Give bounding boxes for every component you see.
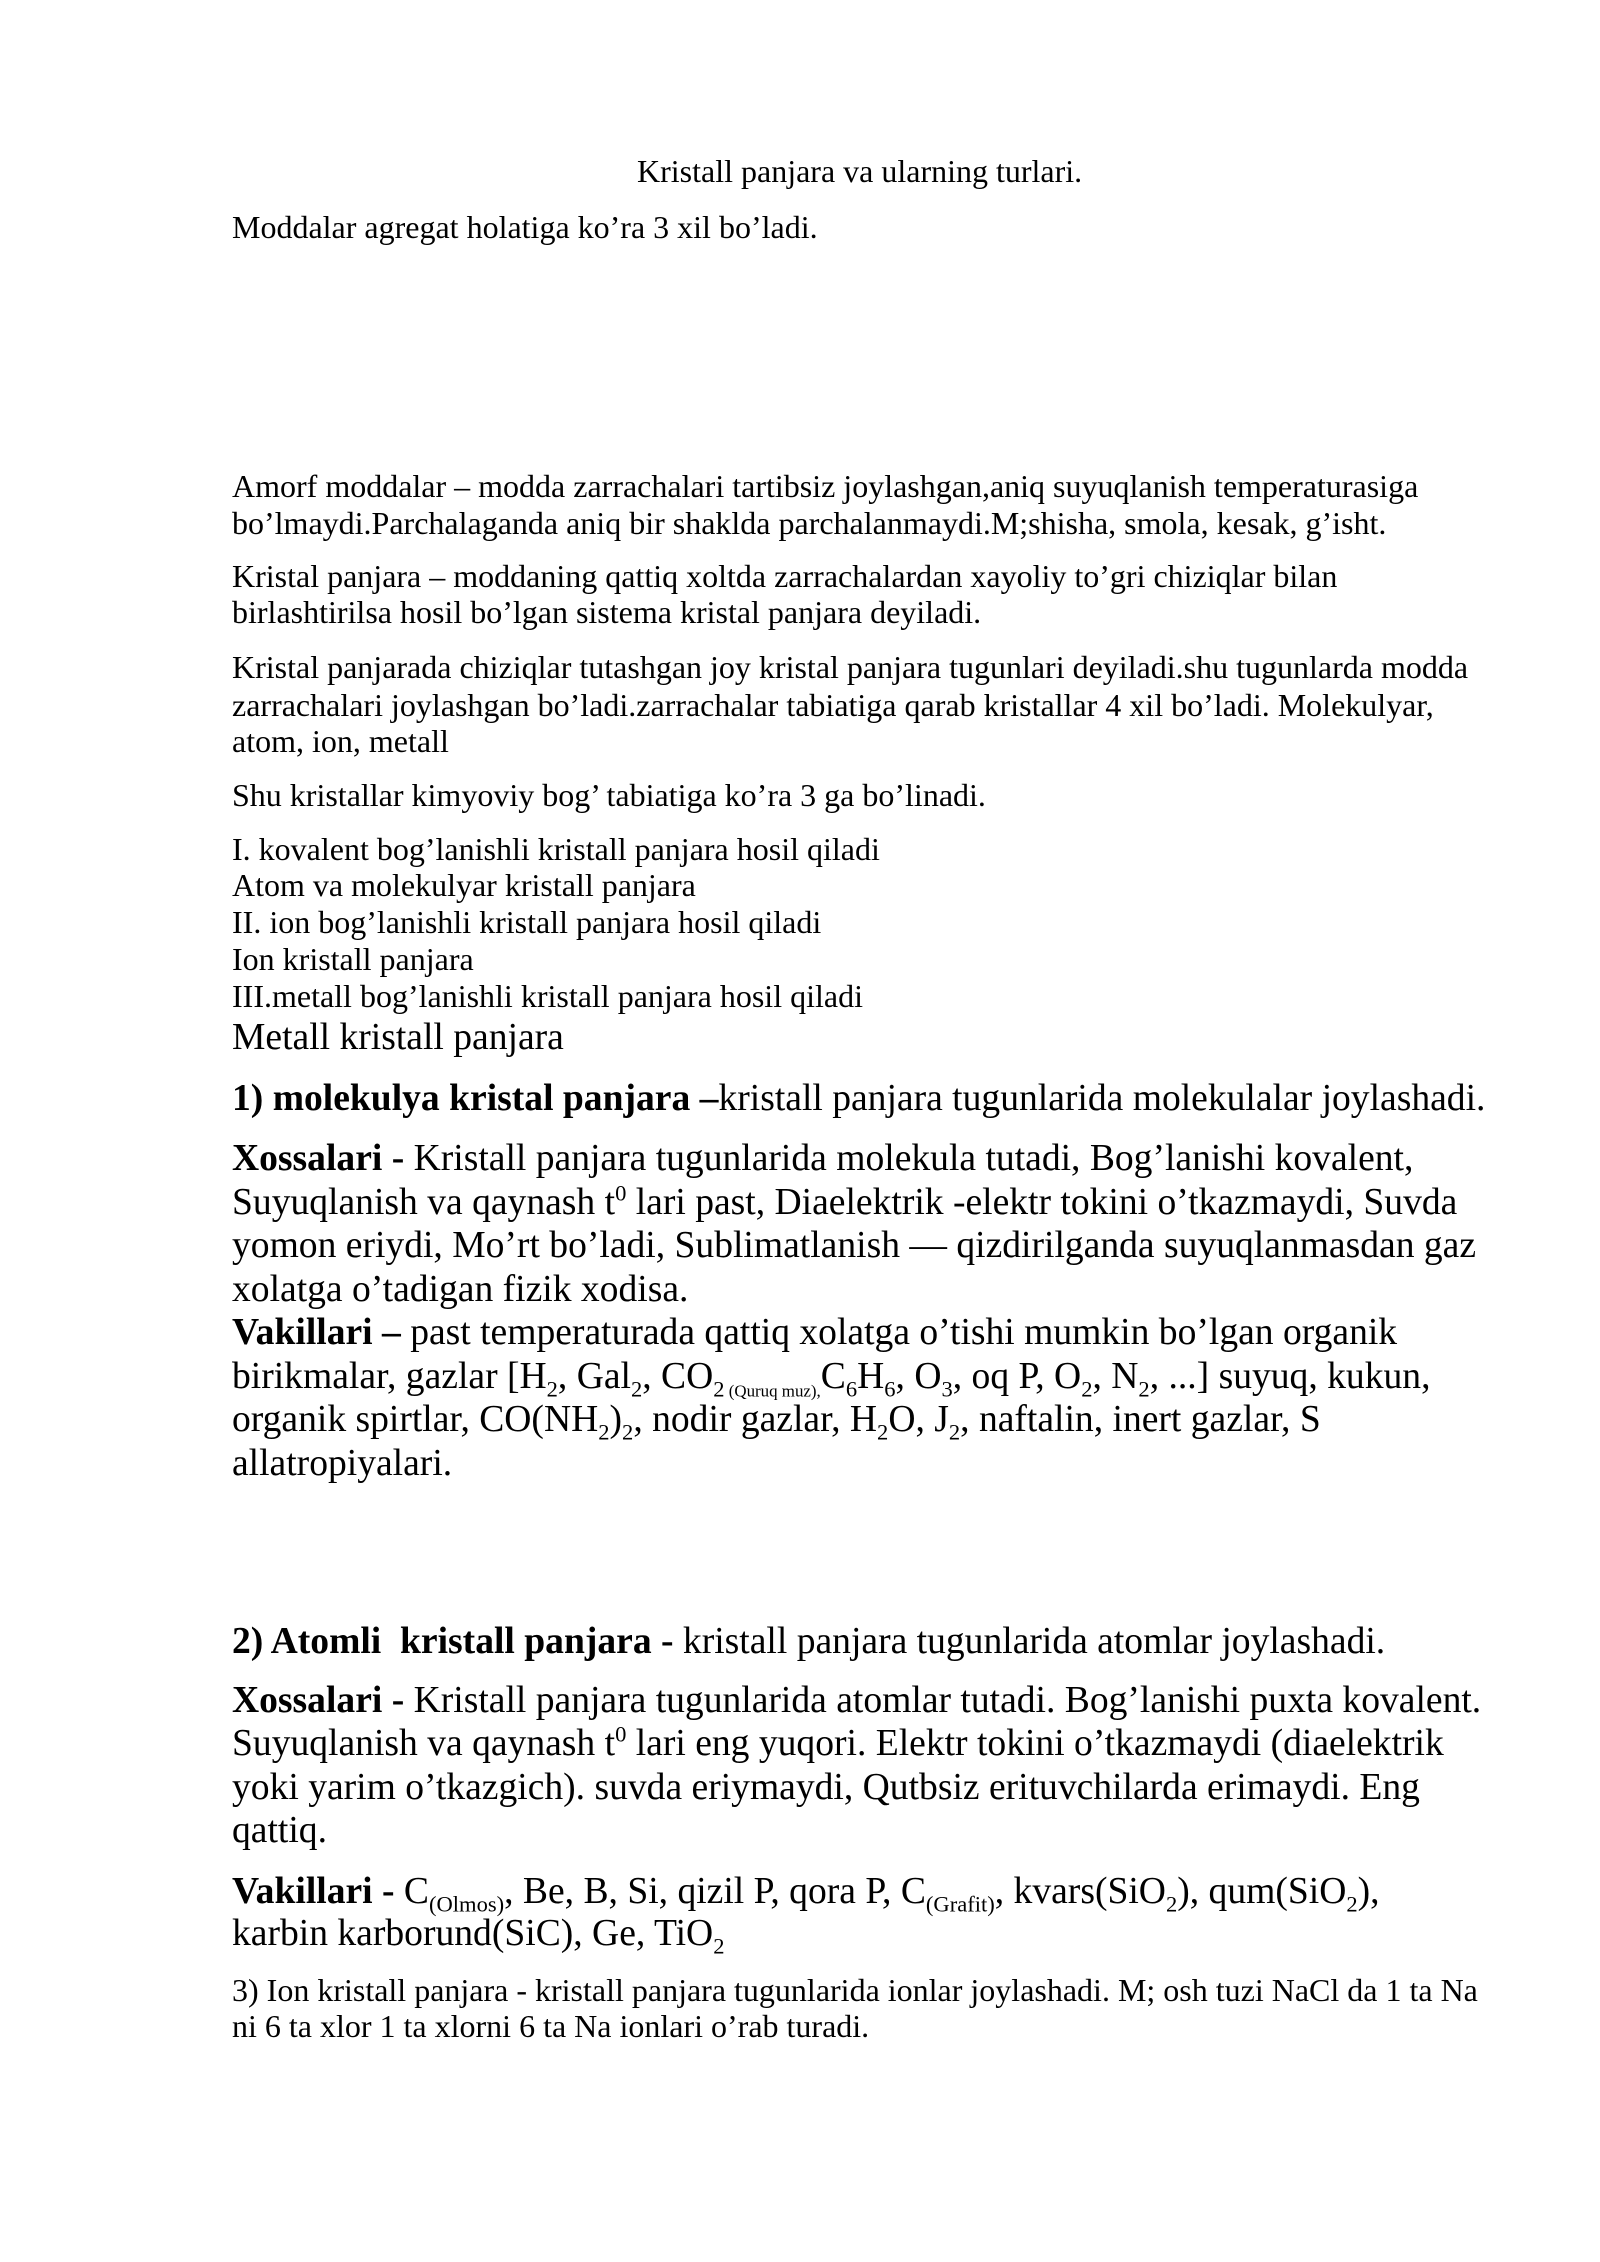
intro-line: Moddalar agregat holatiga ko’ra 3 xil bo’ladi. [232,209,818,245]
subscript: (Olmos) [428,1891,505,1917]
bold-term: Vakillari - [232,1871,395,1912]
text-run: allatropiyalari. [232,1443,453,1484]
subscript: 2 [713,1933,725,1959]
amorf-definition-line: bo’lmaydi.Parchalaganda aniq bir shaklda parchalanmaydi.M;shisha, smola, kesak, g’isht. [232,505,1387,541]
subscript: 2 [877,1419,889,1445]
subscript: 2 [948,1419,961,1445]
text-run: lari eng yuqori. Elektr tokini o’tkazmaydi (diaelektrik [626,1723,1444,1764]
members-line [232,1912,725,1959]
members-line [232,1398,1321,1445]
bold-term: Xossalari - [232,1138,405,1179]
text-run: , nodir gazlar, H [633,1399,878,1440]
members-line [232,1442,452,1485]
subscript: (Quruq muz), [724,1381,821,1401]
properties-line [232,1679,1481,1722]
text-run: kristall panjara tugunlarida molekulalar joylashadi. [718,1078,1486,1119]
text-run: Suyuqlanish va qaynash t [232,1723,616,1764]
text-run: , Be, B, Si, qizil P, qora P, C [504,1871,926,1912]
subscript: 2 [598,1419,610,1445]
section-heading-atomic [232,1620,1385,1663]
properties-line [232,1268,688,1311]
members-line [232,1355,1431,1402]
text-run: past temperaturada qattiq xolatga o’tishi mumkin bo’lgan organik [400,1312,1398,1353]
bold-term: Xossalari - [232,1680,405,1721]
bond-type-item: III.metall bog’lanishli kristall panjara hosil qiladi [232,978,863,1014]
superscript: 0 [615,1721,627,1747]
members-line [232,1870,1380,1917]
amorf-definition-line: Amorf moddalar – modda zarrachalari tartibsiz joylashgan,aniq suyuqlanish temperaturasiga [232,468,1419,504]
text-run: , N [1092,1356,1139,1397]
bond-types-intro: Shu kristallar kimyoviy bog’ tabiatiga ko’ra 3 ga bo’linadi. [232,777,986,813]
text-run: , oq P, O [952,1356,1082,1397]
text-run: Kristall panjara tugunlarida atomlar tutadi. Bog’lanishi puxta kovalent. [404,1680,1482,1721]
subscript: 2 [1138,1376,1150,1402]
crystal-lattice-definition-line: Kristal panjara – moddaning qattiq xoltda zarrachalardan xayoliy to’gri chiziqlar bilan [232,558,1338,594]
text-run: kristall panjara tugunlarida atomlar joylashadi. [673,1621,1386,1662]
text-run: ), [1357,1871,1380,1912]
text-run: xolatga o’tadigan fizik xodisa. [232,1269,689,1310]
properties-line [232,1224,1476,1267]
ion-lattice-line: 3) Ion kristall panjara - kristall panjara tugunlarida ionlar joylashadi. M; osh tuzi NaCl da 1 ta Na [232,1972,1478,2008]
page-title: Kristall panjara va ularning turlari. [637,153,1083,189]
text-run: C [820,1356,846,1397]
text-run: Kristall panjara tugunlarida molekula tutadi, Bog’lanishi kovalent, [404,1138,1414,1179]
text-run: lari past, Diaelektrik -elektr tokini o’tkazmaydi, Suvda [626,1182,1458,1223]
subscript: 2 [630,1376,643,1402]
members-line [232,1311,1397,1354]
text-run: , O [895,1356,942,1397]
subscript: 2 [713,1376,725,1402]
bold-term: 2) Atomli kristall panjara - [232,1621,674,1662]
crystal-lattice-definition-line: birlashtirilsa hosil bo’lgan sistema kristal panjara deyiladi. [232,594,982,630]
subscript: (Grafit) [925,1891,995,1917]
lattice-nodes-line: zarrachalari joylashgan bo’ladi.zarrachalar tabiatiga qarab kristallar 4 xil bo’ladi. Molekulyar, [232,687,1434,723]
text-run: C [394,1871,429,1912]
properties-line [232,1809,327,1852]
text-run: karbin karborund(SiC), Ge, TiO [232,1913,714,1954]
text-run: ) [609,1399,623,1440]
text-run: yoki yarim o’tkazgich). suvda eriymaydi, Qutbsiz erituvchilarda erimaydi. Eng [232,1767,1420,1808]
properties-line [232,1137,1413,1180]
text-run: , naftalin, inert gazlar, S [960,1399,1321,1440]
bond-type-item: Metall kristall panjara [232,1017,564,1058]
bold-term: Vakillari – [232,1312,401,1353]
subscript: 2 [622,1419,634,1445]
text-run: birikmalar, gazlar [H [232,1356,547,1397]
properties-line [232,1766,1420,1809]
text-run: , kvars(SiO [994,1871,1166,1912]
subscript: 6 [884,1376,896,1402]
text-run: ), qum(SiO [1177,1871,1347,1912]
superscript: 0 [615,1180,627,1206]
subscript: 2 [1346,1891,1358,1917]
subscript: 2 [546,1376,558,1402]
lattice-nodes-line: atom, ion, metall [232,723,449,759]
text-run: , ...] suyuq, kukun, [1149,1356,1431,1397]
bond-type-item: Ion kristall panjara [232,941,474,977]
section-heading-molecular [232,1077,1485,1120]
text-run: organik spirtlar, CO(NH [232,1399,599,1440]
bond-type-item: II. ion bog’lanishli kristall panjara hosil qiladi [232,904,822,940]
ion-lattice-line: ni 6 ta xlor 1 ta xlorni 6 ta Na ionlari o’rab turadi. [232,2008,870,2044]
properties-line [232,1181,1457,1224]
text-run: qattiq. [232,1810,327,1851]
subscript: 2 [1165,1891,1178,1917]
subscript: 2 [1081,1376,1093,1402]
text-run: H [857,1356,885,1397]
properties-line [232,1722,1444,1765]
bold-term: 1) molekulya kristal panjara – [232,1078,719,1119]
bond-type-item: I. kovalent bog’lanishli kristall panjara hosil qiladi [232,831,880,867]
text-run: yomon eriydi, Mo’rt bo’ladi, Sublimatlanish — qizdirilganda suyuqlanmasdan gaz [232,1225,1477,1266]
bond-type-item: Atom va molekulyar kristall panjara [232,867,696,903]
subscript: 3 [941,1376,953,1402]
text-run: , CO [642,1356,714,1397]
lattice-nodes-line: Kristal panjarada chiziqlar tutashgan joy kristal panjara tugunlari deyiladi.shu tugunlarda modda [232,649,1469,685]
subscript: 6 [845,1376,858,1402]
text-run: , Gal [557,1356,631,1397]
text-run: Suyuqlanish va qaynash t [232,1182,616,1223]
text-run: O, J [888,1399,949,1440]
